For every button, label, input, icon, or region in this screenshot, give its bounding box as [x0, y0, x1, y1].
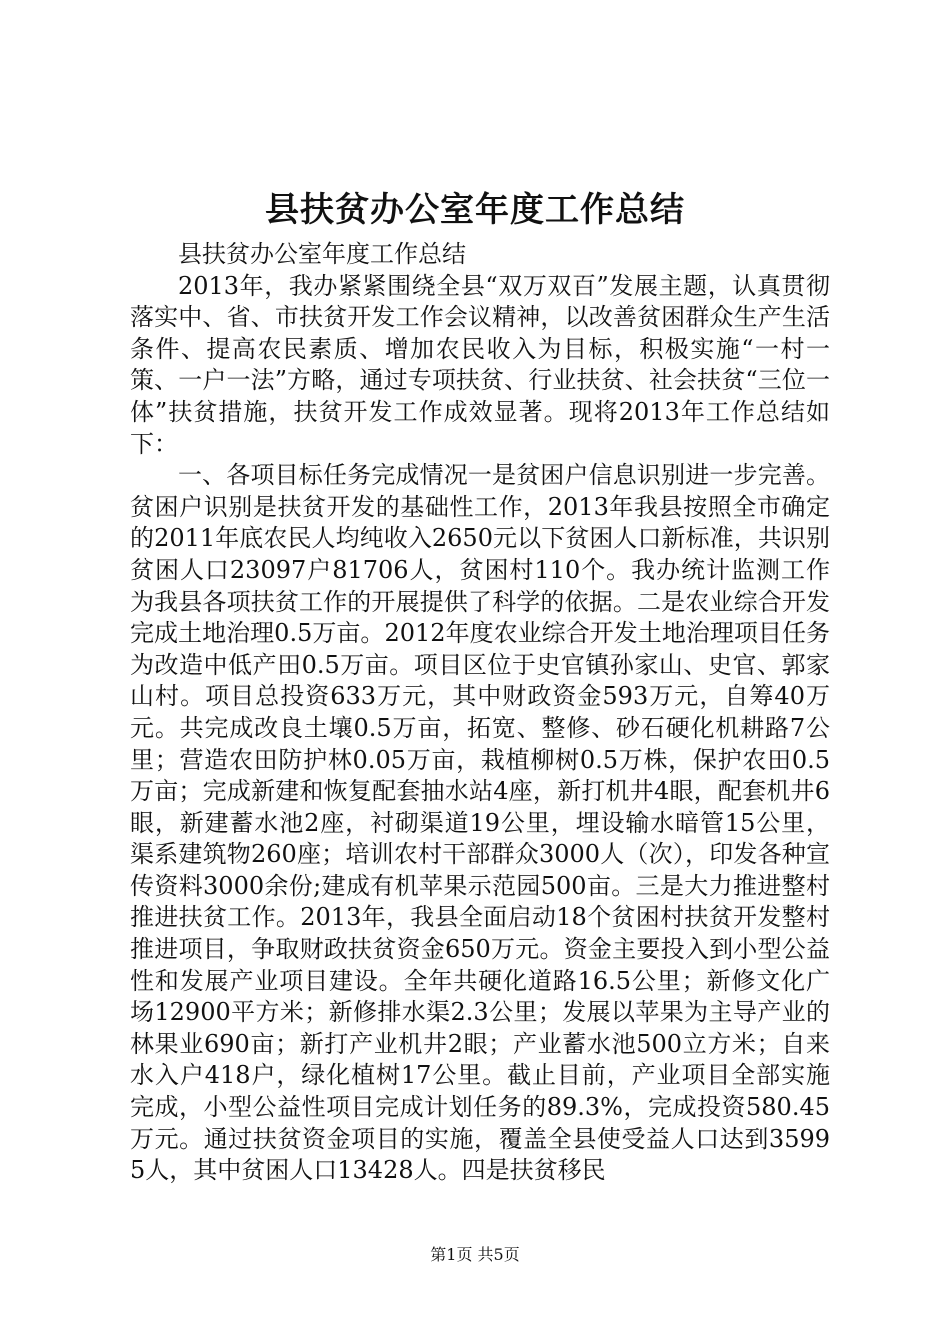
intro-paragraph: 2013年，我办紧紧围绕全县“双万双百”发展主题，认真贯彻落实中、省、市扶贫开发工作会议精神，以改善贫困群众生产生活条件、提高农民素质、增加农民收入为目标，积极实施“一村一策、一户一法”方略，通过专项扶贫、行业扶贫、社会扶贫“三位一体”扶贫措施，扶贫开发工作成效显著。现将2013年工作总结如下： — [130, 271, 830, 458]
document-subtitle: 县扶贫办公室年度工作总结 — [178, 240, 466, 268]
page-number-footer: 第1页 共5页 — [430, 1245, 520, 1264]
document-title: 县扶贫办公室年度工作总结 — [265, 190, 685, 230]
document-body — [130, 239, 830, 1187]
section-one-paragraph: 一、各项目标任务完成情况一是贫困户信息识别进一步完善。贫困户识别是扶贫开发的基础性工作，2013年我县按照全市确定的2011年底农民人均纯收入2650元以下贫困人口新标准，共识别贫困人口23097户81706人，贫困村110个。我办统计监测工作为我县各项扶贫工作的开展提供了科学的依据。二是农业综合开发完成土地治理0.5万亩。2012年度农业综合开发土地治理项目任务为改造中低产田0.5万亩。项目区位于史官镇孙家山、史官、郭家山村。项目总投资633万元，其中财政资金593万元，自筹40万元。共完成改良土壤0.5万亩，拓宽、整修、砂石硬化机耕路7公里；营造农田防护林0.05万亩，栽植柳树0.5万株，保护农田0.5万亩；完成新建和恢复配套抽水站4座，新打机井4眼，配套机井6眼，新建蓄水池2座，衬砌渠道19公里，埋设输水暗管15公里，渠系建筑物260座；培训农村干部群众3000人（次），印发各种宣传资料3000余份;建成有机苹果示范园500亩。三是大力推进整村推进扶贫工作。2013年，我县全面启动18个贫困村扶贫开发整村推进项目，争取财政扶贫资金650万元。资金主要投入到小型公益性和发展产业项目建设。全年共硬化道路16.5公里；新修文化广场12900平方米；新修排水渠2.3公里；发展以苹果为主导产业的林果业690亩；新打产业机井2眼；产业蓄水池500立方米；自来水入户418户，绿化植树17公里。截止目前，产业项目全部实施完成，小型公益性项目完成计划任务的89.3%，完成投资580.45万元。通过扶贫资金项目的实施，覆盖全县使受益人口达到35995人，其中贫困人口13428人。四是扶贫移民 — [130, 461, 830, 1185]
